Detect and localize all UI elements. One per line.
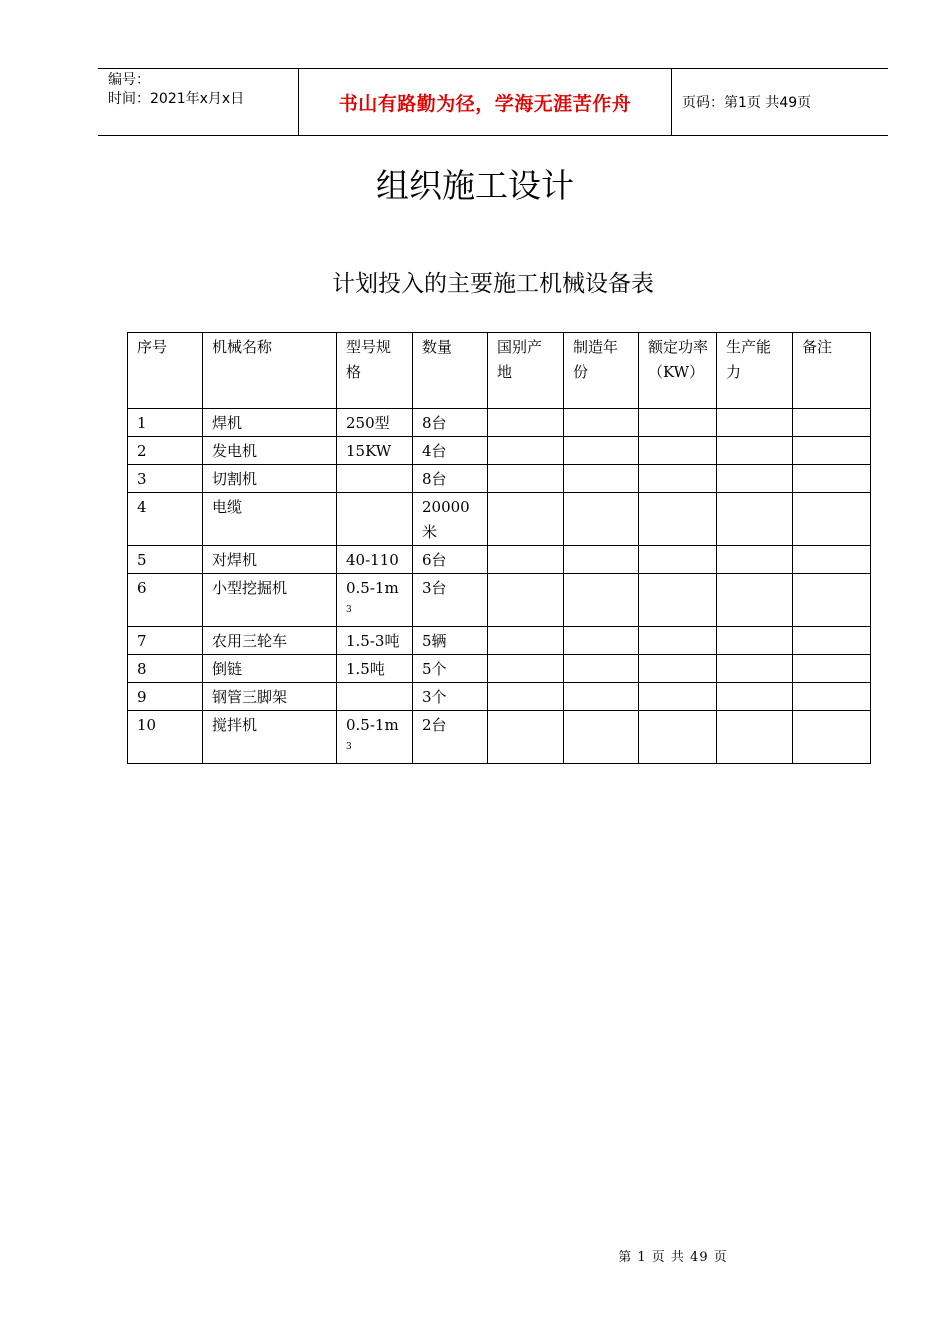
number-label: 编号： (108, 72, 150, 88)
cell-year (564, 683, 639, 711)
table-row (128, 683, 871, 711)
header-qty: 数量 (413, 333, 488, 409)
cell-capacity (717, 437, 793, 465)
cell-year (564, 711, 639, 764)
cell-qty-text: 5个 (422, 660, 447, 678)
equipment-table (127, 332, 871, 764)
cell-spec-text: 250型 (346, 414, 390, 432)
header-spec: 型号规格 (337, 333, 413, 409)
cubic-superscript: 3 (346, 742, 352, 752)
cell-qty-text: 20000米 (422, 498, 470, 541)
cell-qty-text: 3个 (422, 688, 447, 706)
table-header-row (128, 333, 871, 409)
cell-spec-text: 1.5吨 (346, 660, 385, 678)
cell-capacity (717, 627, 793, 655)
cell-no (128, 627, 203, 655)
cell-qty-text: 8台 (422, 470, 447, 488)
cell-name (203, 655, 337, 683)
cell-capacity (717, 409, 793, 437)
cell-power (639, 627, 717, 655)
cell-spec (337, 711, 413, 764)
header-power (639, 333, 717, 409)
cell-name-text: 农用三轮车 (212, 632, 288, 650)
cell-name (203, 465, 337, 493)
header-capacity: 生产能力 (717, 333, 793, 409)
cell-remarks (793, 493, 871, 546)
cell-remarks (793, 655, 871, 683)
cell-qty (413, 546, 488, 574)
cell-power (639, 711, 717, 764)
table-row (128, 437, 871, 465)
cell-qty (413, 465, 488, 493)
cell-no (128, 493, 203, 546)
cell-power (639, 465, 717, 493)
cell-power (639, 493, 717, 546)
header-remarks: 备注 (793, 333, 871, 409)
cell-qty-text: 2台 (422, 716, 447, 734)
cell-name-text: 钢管三脚架 (212, 688, 288, 706)
cell-no-text: 2 (137, 442, 147, 460)
cell-remarks (793, 409, 871, 437)
cell-spec-text: 0.5-1m (346, 716, 399, 734)
table-body (128, 409, 871, 764)
cell-qty-text: 5辆 (422, 632, 447, 650)
cell-spec-text: 40-110 (346, 551, 399, 569)
cell-remarks (793, 465, 871, 493)
cell-year (564, 409, 639, 437)
cell-no-text: 1 (137, 414, 147, 432)
cell-no-text: 9 (137, 688, 147, 706)
table-row (128, 493, 871, 546)
cell-remarks (793, 627, 871, 655)
cell-no (128, 437, 203, 465)
table-row (128, 627, 871, 655)
table-row (128, 574, 871, 627)
cell-spec (337, 683, 413, 711)
page-header (98, 68, 888, 136)
cell-spec (337, 574, 413, 627)
cell-year (564, 437, 639, 465)
table-row (128, 655, 871, 683)
cell-spec (337, 437, 413, 465)
cell-qty-text: 6台 (422, 551, 447, 569)
cell-power (639, 409, 717, 437)
cell-qty (413, 493, 488, 546)
cell-remarks (793, 711, 871, 764)
cell-origin (488, 574, 564, 627)
cell-qty (413, 574, 488, 627)
cell-qty (413, 627, 488, 655)
cell-name (203, 627, 337, 655)
header-info (98, 69, 299, 135)
cell-spec-text: 0.5-1m (346, 579, 399, 597)
document-title: 组织施工设计 (376, 166, 574, 205)
cell-name (203, 574, 337, 627)
cell-no-text: 3 (137, 470, 147, 488)
cell-no (128, 711, 203, 764)
cell-power (639, 574, 717, 627)
cell-no (128, 683, 203, 711)
cell-name-text: 对焊机 (212, 551, 258, 569)
table-row (128, 546, 871, 574)
cell-no (128, 409, 203, 437)
cell-no-text: 8 (137, 660, 147, 678)
cell-qty (413, 437, 488, 465)
header-power-label: 额定功率 (648, 338, 709, 356)
cell-year (564, 493, 639, 546)
cell-year (564, 627, 639, 655)
cell-qty (413, 409, 488, 437)
cell-capacity (717, 546, 793, 574)
cell-qty (413, 711, 488, 764)
cell-name-text: 搅拌机 (212, 716, 258, 734)
cell-origin (488, 546, 564, 574)
cell-year (564, 465, 639, 493)
cell-year (564, 574, 639, 627)
cell-capacity (717, 465, 793, 493)
cell-qty-text: 3台 (422, 579, 447, 597)
cell-origin (488, 409, 564, 437)
cell-origin (488, 711, 564, 764)
cell-capacity (717, 655, 793, 683)
cell-remarks (793, 546, 871, 574)
cell-no-text: 5 (137, 551, 147, 569)
cell-name (203, 683, 337, 711)
cell-spec (337, 627, 413, 655)
cell-power (639, 546, 717, 574)
cell-qty-text: 4台 (422, 442, 447, 460)
cell-capacity (717, 683, 793, 711)
header-page-cell (672, 69, 888, 135)
header-name: 机械名称 (203, 333, 337, 409)
cell-spec (337, 546, 413, 574)
cell-origin (488, 627, 564, 655)
cell-remarks (793, 437, 871, 465)
cell-name-text: 电缆 (212, 498, 243, 516)
cell-no-text: 4 (137, 498, 147, 516)
cell-name-text: 倒链 (212, 660, 243, 678)
cell-power (639, 683, 717, 711)
cell-power (639, 655, 717, 683)
cell-qty (413, 683, 488, 711)
cell-remarks (793, 574, 871, 627)
cell-name-text: 切割机 (212, 470, 258, 488)
cell-origin (488, 493, 564, 546)
cell-spec (337, 465, 413, 493)
header-motto-cell (299, 69, 672, 135)
cell-qty (413, 655, 488, 683)
cell-origin (488, 437, 564, 465)
cell-year (564, 546, 639, 574)
cell-no (128, 546, 203, 574)
cell-spec-text: 1.5-3吨 (346, 632, 400, 650)
cell-remarks (793, 683, 871, 711)
cell-name (203, 711, 337, 764)
cell-origin (488, 655, 564, 683)
cell-spec (337, 655, 413, 683)
page-footer: 第 1 页 共 49 页 (618, 1250, 728, 1265)
table-row (128, 465, 871, 493)
cell-no-text: 7 (137, 632, 147, 650)
cell-no (128, 655, 203, 683)
cell-qty-text: 8台 (422, 414, 447, 432)
cubic-superscript: 3 (346, 605, 352, 615)
cell-name-text: 小型挖掘机 (212, 579, 288, 597)
cell-spec-text: 15KW (346, 442, 392, 460)
header-origin: 国别产地 (488, 333, 564, 409)
cell-no (128, 574, 203, 627)
cell-capacity (717, 574, 793, 627)
table-row (128, 409, 871, 437)
cell-spec (337, 493, 413, 546)
cell-origin (488, 465, 564, 493)
cell-capacity (717, 711, 793, 764)
header-power-unit: （KW） (648, 363, 705, 381)
cell-name (203, 437, 337, 465)
header-no: 序号 (128, 333, 203, 409)
cell-no-text: 6 (137, 579, 147, 597)
cell-name (203, 409, 337, 437)
cell-spec (337, 409, 413, 437)
header-year: 制造年份 (564, 333, 639, 409)
table-title: 计划投入的主要施工机械设备表 (332, 271, 654, 297)
page-label: 页码：第1页 共49页 (682, 95, 812, 111)
cell-name-text: 焊机 (212, 414, 243, 432)
cell-name (203, 546, 337, 574)
cell-no (128, 465, 203, 493)
motto-text: 书山有路勤为径，学海无涯苦作舟 (338, 92, 632, 115)
cell-name-text: 发电机 (212, 442, 258, 460)
cell-capacity (717, 493, 793, 546)
cell-power (639, 437, 717, 465)
cell-origin (488, 683, 564, 711)
time-label: 时间：2021年x月x日 (108, 91, 245, 107)
cell-name (203, 493, 337, 546)
cell-year (564, 655, 639, 683)
cell-no-text: 10 (137, 716, 157, 734)
table-row (128, 711, 871, 764)
